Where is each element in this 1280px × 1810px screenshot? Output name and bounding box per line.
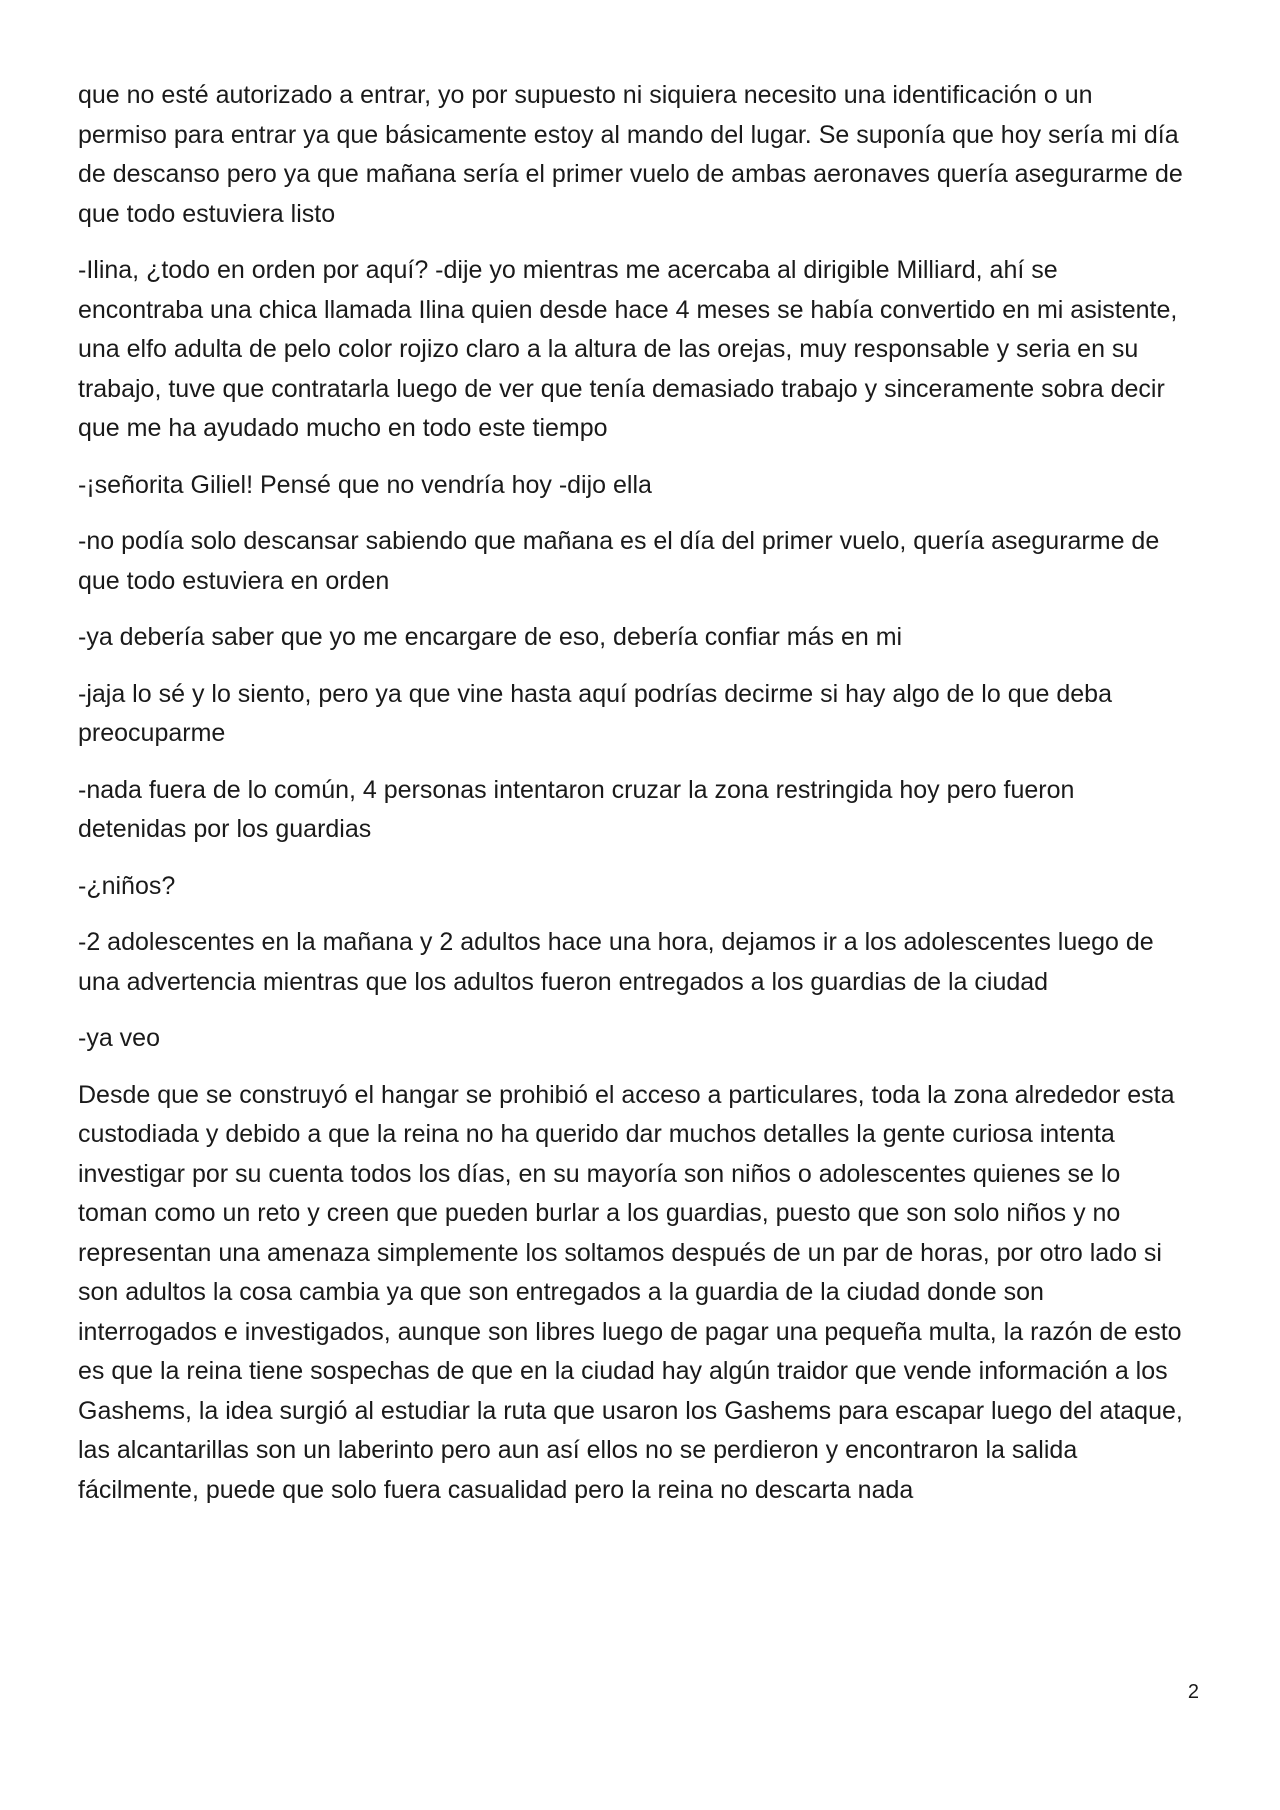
paragraph: -¿niños? <box>78 871 176 900</box>
paragraph: -nada fuera de lo común, 4 personas intentaron cruzar la zona restringida hoy pero fueron detenidas por los guardias <box>78 775 1075 843</box>
page-number: 2 <box>1187 1681 1199 1703</box>
paragraph: -Ilina, ¿todo en orden por aquí? -dije yo mientras me acercaba al dirigible Milliard, ahí se encontraba una chica llamada Ilina quien desde hace 4 meses se había convertido en mi asistente, una elfo adulta de pelo color rojizo claro a la altura de las orejas, muy responsable y seria en su trabajo, tuve que contratarla luego de ver que tenía demasiado trabajo y sinceramente sobra decir que me ha ayudado mucho en todo este tiempo <box>78 256 1178 442</box>
paragraph: -jaja lo sé y lo siento, pero ya que vine hasta aquí podrías decirme si hay algo de lo que deba preocuparme <box>78 679 1112 747</box>
paragraph: -ya debería saber que yo me encargare de eso, debería confiar más en mi <box>78 623 903 651</box>
paragraph: -¡señorita Giliel! Pensé que no vendría hoy -dijo ella <box>78 470 652 499</box>
paragraph: que no esté autorizado a entrar, yo por supuesto ni siquiera necesito una identificación o un permiso para entrar ya que básicamente estoy al mando del lugar. Se suponía que hoy sería mi día de descanso pero ya que mañana sería el primer vuelo de ambas aeronaves quería asegurarme de que todo estuviera listo <box>78 81 1183 228</box>
document-body <box>78 76 1188 1527</box>
paragraph: -no podía solo descansar sabiendo que mañana es el día del primer vuelo, quería asegurarme de que todo estuviera en orden <box>78 527 1160 595</box>
paragraph: -2 adolescentes en la mañana y 2 adultos hace una hora, dejamos ir a los adolescentes luego de una advertencia mientras que los adultos fueron entregados a los guardias de la ciudad <box>78 928 1154 996</box>
paragraph: Desde que se construyó el hangar se prohibió el acceso a particulares, toda la zona alrededor esta custodiada y debido a que la reina no ha querido dar muchos detalles la gente curiosa intenta investigar por su cuenta todos los días, en su mayoría son niños o adolescentes quienes se lo toman como un reto y creen que pueden burlar a los guardias, puesto que son solo niños y no representan una amenaza simplemente los soltamos después de un par de horas, por otro lado si son adultos la cosa cambia ya que son entregados a la guardia de la ciudad donde son interrogados e investigados, aunque son libres luego de pagar una pequeña multa, la razón de esto es que la reina tiene sospechas de que en la ciudad hay algún traidor que vende información a los Gashems, la idea surgió al estudiar la ruta que usaron los Gashems para escapar luego del ataque, las alcantarillas son un laberinto pero aun así ellos no se perdieron y encontraron la salida fácilmente, puede que solo fuera casualidad pero la reina no descarta nada <box>78 1080 1183 1504</box>
paragraph: -ya veo <box>78 1024 160 1052</box>
